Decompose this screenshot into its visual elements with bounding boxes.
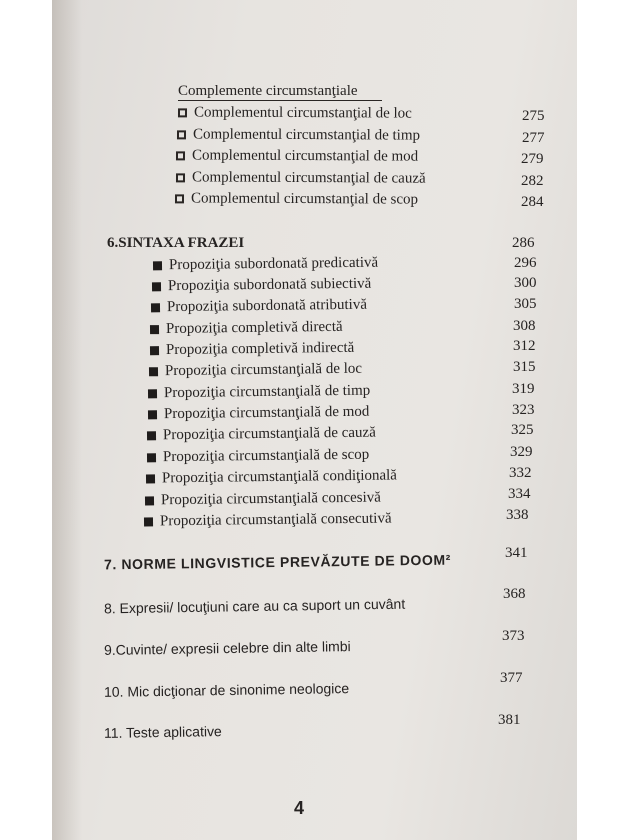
toc-entry-page: 277 — [522, 130, 545, 146]
toc-entry-page: 300 — [514, 275, 537, 291]
toc-entry-page: 319 — [512, 381, 535, 397]
toc-entry — [176, 167, 426, 188]
hollow-square-icon — [177, 130, 186, 139]
toc-entry-page: 323 — [512, 402, 535, 418]
toc-entry — [144, 508, 392, 531]
toc-entry — [147, 423, 376, 446]
toc-entry-label: Propoziţia subordonată predicativă — [168, 254, 379, 274]
toc-entry — [152, 274, 372, 297]
toc-entry-label: Complementul circumstanţial de mod — [191, 147, 419, 165]
toc-entry-label: Propoziţia circumstanţială concesivă — [160, 489, 382, 509]
section-7-page: 341 — [505, 545, 528, 561]
filled-square-icon — [145, 496, 154, 505]
toc-entry — [175, 188, 418, 209]
filled-square-icon — [148, 410, 157, 419]
hollow-square-icon — [175, 194, 184, 203]
filled-square-icon — [147, 453, 156, 462]
toc-entry-label: Propoziţia circumstanţială de timp — [163, 382, 371, 402]
toc-entry-page: 334 — [508, 486, 531, 502]
toc-entry-label: Complementul circumstanţial de scop — [190, 190, 419, 208]
filled-square-icon — [152, 282, 161, 291]
toc-entry-label: Propoziţia circumstanţială condiţională — [161, 467, 398, 487]
toc-entry — [148, 402, 370, 425]
section-8-page: 368 — [503, 586, 526, 602]
toc-entry-page: 312 — [513, 338, 536, 354]
toc-entry-label: Propoziţia circumstanţială de mod — [163, 403, 370, 423]
toc-entry-page: 338 — [506, 507, 529, 523]
section-11-page: 381 — [498, 712, 521, 728]
toc-entry — [177, 124, 420, 145]
toc-entry-page: 332 — [509, 465, 532, 481]
toc-entry-label: Complementul circumstanţial de timp — [192, 126, 421, 144]
section-9-title: 9.Cuvinte/ expresii celebre din alte limbi — [103, 638, 351, 658]
toc-entry-page: 284 — [521, 194, 544, 210]
section-11-title: 11. Teste aplicative — [103, 723, 222, 741]
toc-entry-label: Propoziţia circumstanţială de loc — [164, 360, 363, 380]
toc-entry-page: 305 — [514, 296, 537, 312]
filled-square-icon — [146, 474, 155, 483]
toc-entry-label: Propoziţia circumstanţială consecutivă — [159, 510, 392, 530]
toc-entry — [150, 317, 343, 339]
toc-entry-label: Propoziţia circumstanţială de cauză — [162, 424, 376, 444]
section-7-title: 7. NORME LINGVISTICE PREVĂZUTE DE DOOM² — [103, 551, 452, 573]
filled-square-icon — [147, 431, 156, 440]
toc-entry-label: Complementul circumstanţial de loc — [193, 104, 412, 122]
toc-entry-page: 308 — [513, 318, 536, 334]
filled-square-icon — [148, 389, 157, 398]
heading-complemente: Complemente circumstanţiale — [178, 82, 382, 101]
toc-entry — [149, 359, 362, 382]
hollow-square-icon — [176, 151, 185, 160]
toc-entry-page: 275 — [522, 108, 545, 124]
toc-entry-label: Propoziţia subordonată subiectivă — [167, 275, 372, 295]
toc-entry — [178, 102, 412, 123]
toc-entry-page: 279 — [521, 151, 544, 167]
filled-square-icon — [149, 367, 158, 376]
toc-entry-label: Propoziţia circumstanţială de scop — [162, 446, 370, 466]
filled-square-icon — [144, 517, 153, 526]
toc-entry — [147, 445, 369, 468]
toc-entry-label: Propoziţia subordonată atributivă — [166, 296, 368, 316]
toc-entry-page: 296 — [514, 255, 537, 271]
toc-entry — [151, 295, 367, 318]
toc-entry-page: 325 — [511, 422, 534, 438]
section-9-page: 373 — [502, 628, 525, 644]
toc-entry — [145, 488, 381, 511]
section-6-page: 286 — [512, 235, 535, 251]
filled-square-icon — [150, 325, 159, 334]
toc-entry — [153, 253, 378, 276]
toc-entry — [148, 381, 370, 404]
toc-entry-label: Complementul circumstanţial de cauză — [191, 169, 426, 187]
toc-entry — [176, 145, 418, 166]
hollow-square-icon — [176, 173, 185, 182]
toc-entry — [150, 338, 355, 360]
page-number: 4 — [294, 798, 305, 818]
toc-entry-page: 315 — [513, 359, 536, 375]
filled-square-icon — [151, 303, 160, 312]
filled-square-icon — [150, 346, 159, 355]
section-8-title: 8. Expresii/ locuţiuni care au ca suport un cuvânt — [103, 595, 406, 617]
hollow-square-icon — [178, 108, 187, 117]
section-10-title: 10. Mic dicţionar de sinonime neologice — [103, 680, 350, 700]
filled-square-icon — [153, 261, 162, 270]
toc-entry — [146, 465, 397, 488]
toc-entry-label: Propoziţia completivă directă — [165, 318, 343, 337]
toc-entry-label: Propoziţia completivă indirectă — [165, 339, 355, 359]
section-10-page: 377 — [500, 670, 523, 686]
section-6-title: 6.SINTAXA FRAZEI — [107, 235, 245, 251]
page-shadow — [52, 0, 82, 840]
toc-entry-page: 329 — [510, 444, 533, 460]
toc-entry-page: 282 — [521, 173, 544, 189]
